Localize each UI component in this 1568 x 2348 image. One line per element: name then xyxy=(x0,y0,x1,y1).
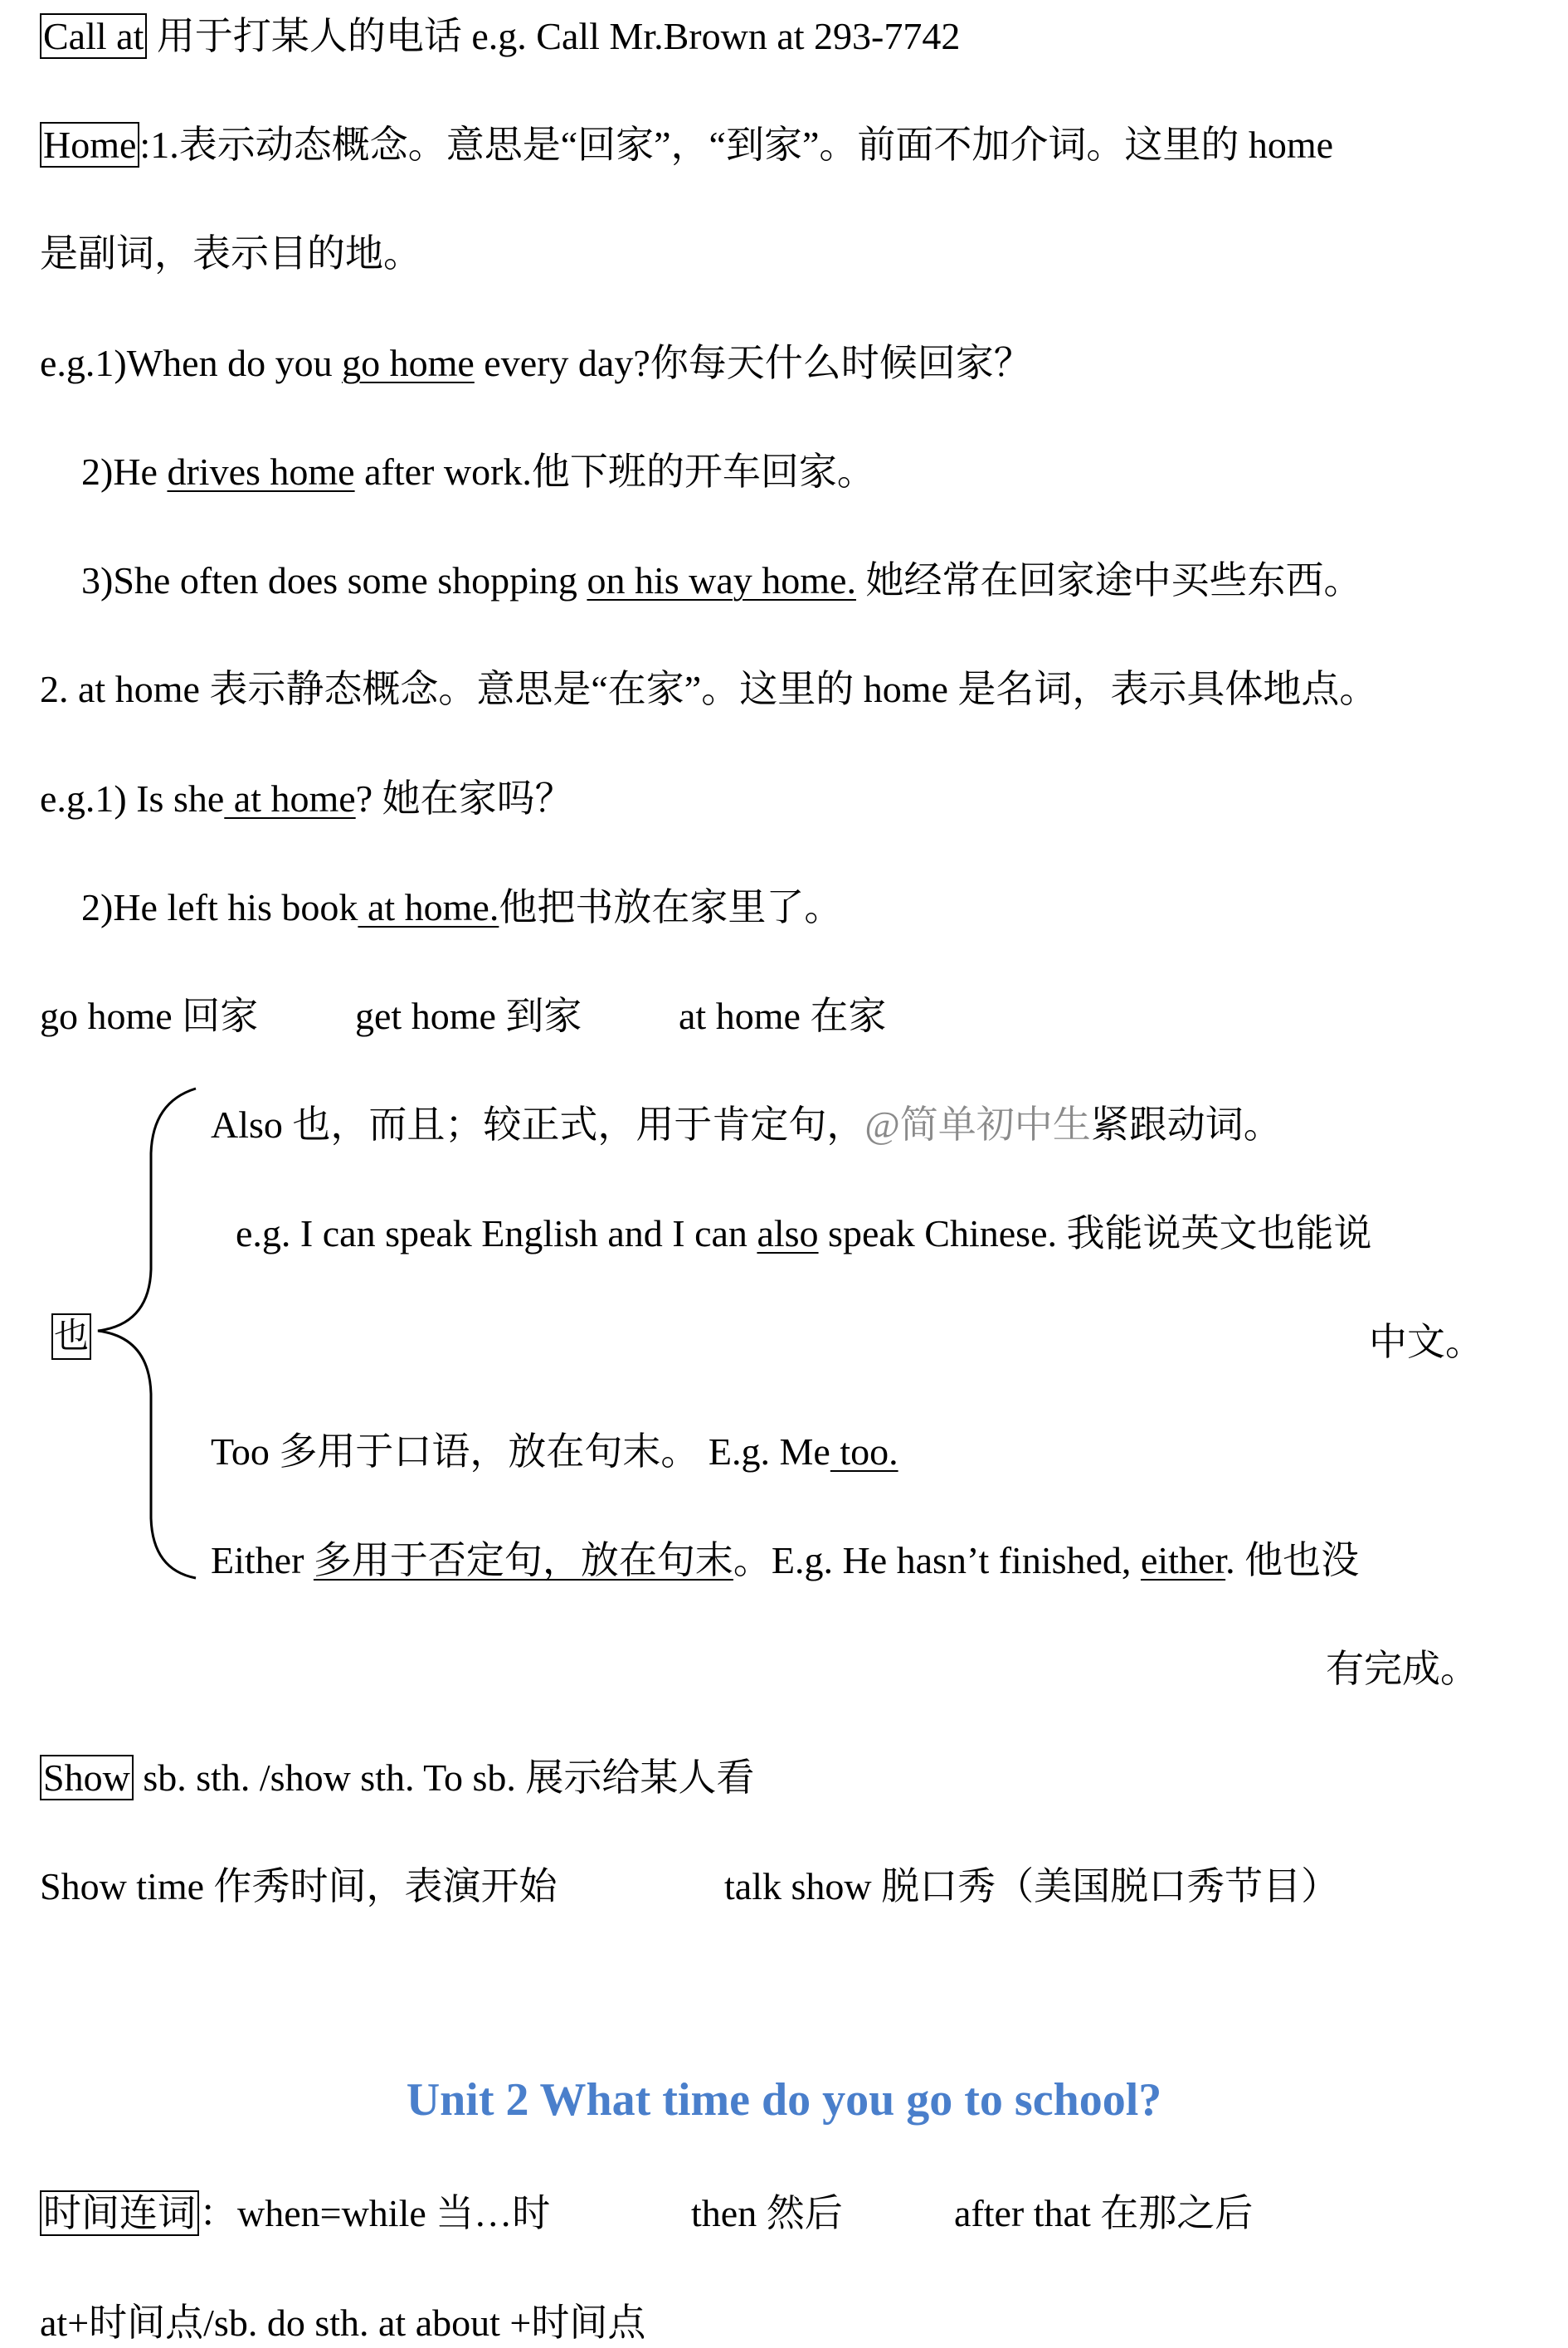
example-underlined: drives home xyxy=(167,451,355,493)
also-text: 紧跟动词。 xyxy=(1090,1103,1282,1146)
time-conj-after: after that 在那之后 xyxy=(954,2192,1254,2234)
either-underlined: 多用于否定句，放在句末 xyxy=(313,1539,733,1581)
either-text: . 他也没 xyxy=(1225,1539,1360,1581)
example-text: e.g.1) Is she xyxy=(40,777,225,820)
either-underlined: either xyxy=(1140,1539,1226,1581)
example-text: e.g.1)When do you xyxy=(40,342,343,384)
example-text: 他把书放在家里了。 xyxy=(499,886,843,928)
either-cont: 有完成。 xyxy=(1326,1648,1478,1690)
time-conj-term: 时间连词 xyxy=(40,2190,199,2236)
time-conj-then: then 然后 xyxy=(691,2192,843,2234)
example-text: 她经常在回家途中买些东西。 xyxy=(855,559,1362,602)
show-time-line: Show time 作秀时间，表演开始 xyxy=(40,1865,558,1907)
also-line xyxy=(211,1100,1282,1150)
show-term: Show xyxy=(40,1755,134,1800)
home-summary-3: at home 在家 xyxy=(679,995,887,1037)
show-text: sb. sth. /show sth. To sb. 展示给某人看 xyxy=(133,1756,755,1799)
talk-show-line: talk show 脱口秀（美国脱口秀节目） xyxy=(724,1865,1340,1907)
example-text: every day?你每天什么时候回家？ xyxy=(474,342,1032,384)
example-underlined: at home. xyxy=(358,886,499,928)
at-home-static-line: 2. at home 表示静态概念。意思是“在家”。这里的 home 是名词，表示具体地点。 xyxy=(40,668,1378,710)
at-time-line: at+时间点/sb. do sth. at about +时间点 xyxy=(40,2302,646,2344)
home-summary-2: get home 到家 xyxy=(355,995,582,1037)
also-example xyxy=(236,1209,1371,1259)
show-line xyxy=(40,1753,754,1803)
also-text: Also 也，而且；较正式，用于肯定句， xyxy=(211,1103,865,1146)
either-text: 。E.g. He hasn’t finished, xyxy=(733,1539,1141,1581)
example-underlined: at home xyxy=(224,777,356,820)
either-text: Either xyxy=(211,1539,314,1581)
example-underlined: go home xyxy=(342,342,475,384)
home-line-2: 是副词，表示目的地。 xyxy=(40,232,421,275)
watermark: @简单初中生 xyxy=(864,1103,1091,1146)
example-text: speak Chinese. 我能说英文也能说 xyxy=(818,1212,1372,1254)
example-text: after work.他下班的开车回家。 xyxy=(354,451,875,493)
too-text: Too 多用于口语，放在句末。 E.g. Me xyxy=(211,1430,830,1473)
too-line xyxy=(211,1427,898,1477)
also-example-cont: 中文。 xyxy=(1369,1321,1483,1363)
time-conj-line xyxy=(40,2189,550,2238)
call-at-text: 用于打某人的电话 e.g. Call Mr.Brown at 293-7742 xyxy=(147,15,961,57)
example-text: 3)She often does some shopping xyxy=(81,559,587,602)
home-line1-text: :1.表示动态概念。意思是“回家”，“到家”。前面不加介词。这里的 home xyxy=(139,124,1334,166)
too-underlined: too. xyxy=(830,1430,898,1473)
unit-title: Unit 2 What time do you go to school? xyxy=(406,2074,1162,2126)
either-line xyxy=(211,1536,1359,1586)
example-text: 2)He left his book xyxy=(81,886,358,928)
call-at-term: Call at xyxy=(40,13,147,59)
home-term: Home xyxy=(40,122,139,168)
ye-label-box: 也 xyxy=(51,1313,91,1360)
example-text: ? 她在家吗？ xyxy=(355,777,573,820)
home-summary-1: go home 回家 xyxy=(40,995,259,1037)
example-underlined: on his way home. xyxy=(587,559,856,602)
time-conj-text: ：when=while 当…时 xyxy=(199,2192,551,2234)
example-text: 2)He xyxy=(81,451,168,493)
example-text: e.g. I can speak English and I can xyxy=(236,1212,757,1254)
example-underlined: also xyxy=(757,1212,819,1254)
